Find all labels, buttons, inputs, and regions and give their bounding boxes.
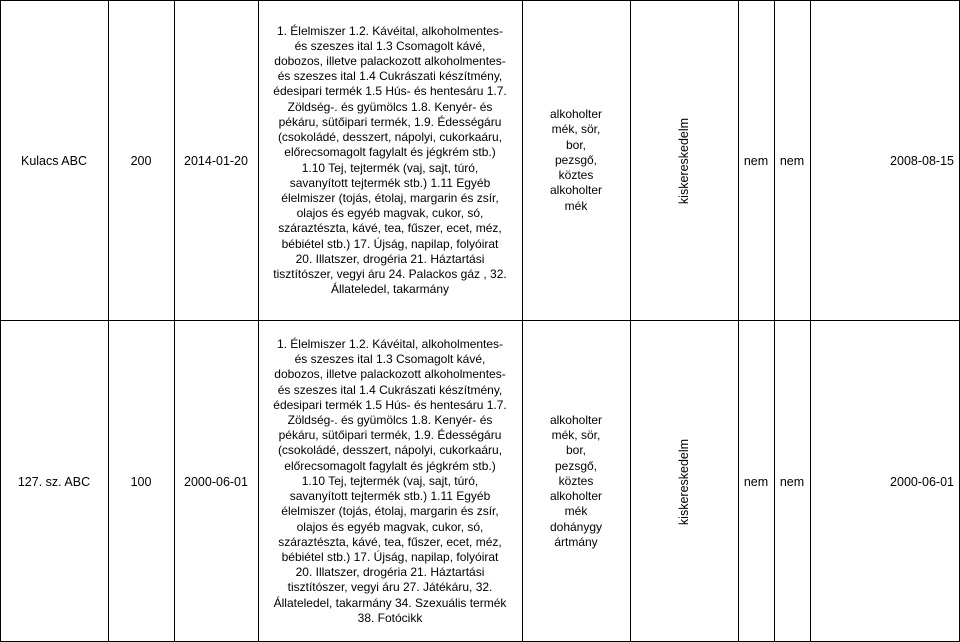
- number-cell: 200: [130, 153, 152, 168]
- alcohol-text: alkoholter mék, sör, bor, pezsgő, köztes alkoholter mék dohánygy ártmány: [549, 413, 603, 549]
- flag2-cell: nem: [779, 153, 805, 168]
- date-cell: 2014-01-20: [184, 153, 248, 168]
- flag1-cell: nem: [743, 474, 769, 489]
- column-divider: [522, 0, 523, 642]
- shop-name-cell: Kulacs ABC: [20, 153, 87, 168]
- column-divider: [810, 0, 811, 642]
- column-divider: [738, 0, 739, 642]
- number-cell: 100: [130, 474, 152, 489]
- table-top-border: [0, 0, 960, 1]
- column-divider: [174, 0, 175, 642]
- column-divider: [630, 0, 631, 642]
- end-date-cell: 2008-08-15: [890, 153, 954, 168]
- date-cell: 2000-06-01: [184, 474, 248, 489]
- column-divider: [258, 0, 259, 642]
- table-left-border: [0, 0, 1, 642]
- alcohol-cell: [522, 0, 630, 321]
- alcohol-text: alkoholter mék, sör, bor, pezsgő, köztes alkoholter mék: [549, 107, 603, 213]
- flag2-cell: nem: [779, 474, 805, 489]
- products-cell: [258, 321, 522, 642]
- business-type-cell: [630, 321, 738, 642]
- shop-name-cell: 127. sz. ABC: [17, 474, 91, 489]
- business-type-cell: [630, 0, 738, 321]
- business-type-label: kiskereskedelm: [676, 438, 691, 525]
- flag1-cell: nem: [743, 153, 769, 168]
- end-date-cell: 2000-06-01: [890, 474, 954, 489]
- row-divider: [0, 320, 960, 321]
- business-type-label: kiskereskedelm: [676, 117, 691, 204]
- products-text: 1. Élelmiszer 1.2. Kávéital, alkoholmentes- és szeszes ital 1.3 Csomagolt kávé, dobozos, illetve palackozott alkoholmentes- és szeszes ital 1.4 Cukrászati készítmény, édesipari termék 1.5 Hús- és hentesáru 1.7. Zöldség-. és gyümölcs 1.8. Kenyér- és pékáru, sütőipari termék, 1.9. Édességáru (csokoládé, desszert, nápolyi, cukorkaáru, előrecsomagolt fagylalt és jégkrém stb.) 1.10 Tej, tejtermék (vaj, sajt, túró, savanyított tejtermék stb.) 1.11 Egyéb élelmiszer (tojás, étolaj, margarin és zsír, olajos és egyéb magvak, cukor, só, száraztészta, kávé, tea, fűszer, ecet, méz, bébiétel stb.) 17. Újság, napilap, folyóirat 20. Illatszer, drogéria 21. Háztartási tisztítószer, vegyi áru 24. Palackos gáz , 32. Állateledel, takarmány: [273, 23, 507, 297]
- column-divider: [774, 0, 775, 642]
- products-text: 1. Élelmiszer 1.2. Kávéital, alkoholmentes- és szeszes ital 1.3 Csomagolt kávé, dobozos, illetve palackozott alkoholmentes- és szeszes ital 1.4 Cukrászati készítmény, édesipari termék 1.5 Hús- és hentesáru 1.7. Zöldség-. és gyümölcs 1.8. Kenyér- és pékáru, sütőipari termék, 1.9. Édességáru (csokoládé, desszert, nápolyi, cukorkaáru, előrecsomagolt fagylalt és jégkrém stb.) 1.10 Tej, tejtermék (vaj, sajt, túró, savanyított tejtermék stb.) 1.11 Egyéb élelmiszer (tojás, étolaj, margarin és zsír, olajos és egyéb magvak, cukor, só, száraztészta, kávé, tea, fűszer, ecet, méz, bébiétel stb.) 17. Újság, napilap, folyóirat 20. Illatszer, drogéria 21. Háztartási tisztítószer, vegyi áru 27. Játékáru, 32. Állateledel, takarmány 34. Szexuális termék 38. Fotócikk: [273, 337, 507, 625]
- products-cell: [258, 0, 522, 321]
- column-divider: [108, 0, 109, 642]
- alcohol-cell: [522, 321, 630, 642]
- table-row: [0, 321, 960, 642]
